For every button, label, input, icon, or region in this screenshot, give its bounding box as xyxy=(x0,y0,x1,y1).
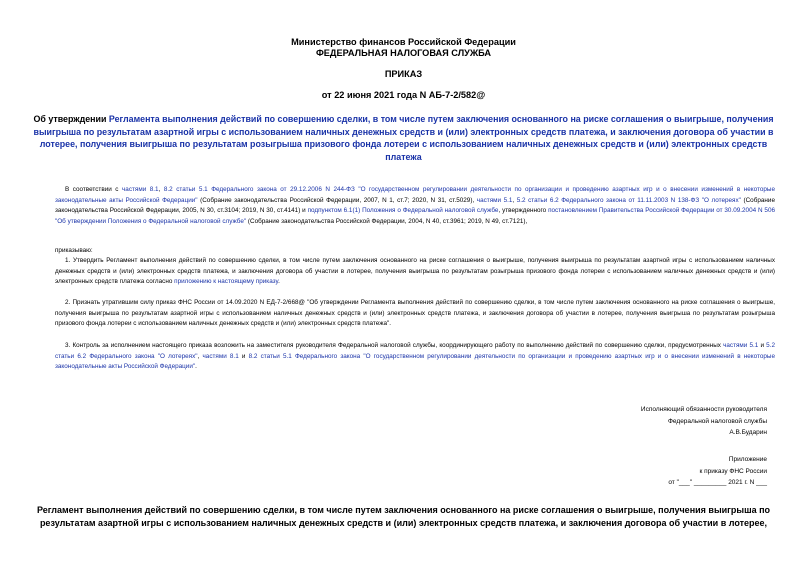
item-2: 2. Признать утратившим силу приказ ФНС России от 14.09.2020 N ЕД-7-2/668@ "Об утверждении Регламента выполнения действий по совершению сделки, в том числе путем заключения основанного на риске соглашения о выигрыше, получения выигрыша по результатам азартной игры с использованием наличных денежных средств и (или) электронных средств платежа, и заключения договора об участии в лотерее, получения выигрыша по результатам розыгрыша призового фонда лотереи с использованием наличных денежных средств и (или) электронных средств платежа". xyxy=(55,299,775,328)
order-word: ПРИКАЗ xyxy=(384,69,423,79)
title-prefix: Об утверждении xyxy=(33,114,109,124)
item-1-text: 1. Утвердить Регламент выполнения действий по совершению сделки, в том числе путем заключения основанного на риске соглашения о выигрыше, получения выигрыша по результатам азартной игры с использованием наличных денежных средств и (или) электронных средств платежа, и заключения договора об участии в лотерее, получения выигрыша по результатам розыгрыша призового фонда лотереи с использованием наличных денежных средств и (или) электронных средств платежа согласно xyxy=(55,257,775,286)
signature-line-1: Исполняющий обязанности руководителя xyxy=(640,406,767,413)
regulation-title: Регламент выполнения действий по совершению сделки, в том числе путем заключения основанного на риске соглашения о выигрыше, получения выигрыша по результатам азартной игры с использованием наличных денежных средств и (или) электронных средств платежа, и заключения договора об участии в лотерее, xyxy=(36,505,771,528)
item-1 xyxy=(55,256,775,288)
appendix-block xyxy=(668,454,767,489)
preamble-link-2[interactable]: 8.2 статьи 5.1 Федерального закона от 29.12.2006 N 244-ФЗ "О государственном регулировании деятельности по организации и проведению азартных игр и о внесении изменений в некоторые законодательные акты Российской Федерации" xyxy=(55,186,776,204)
signature-block xyxy=(641,404,767,439)
item-3-text-1: 3. Контроль за исполнением настоящего приказа возложить на заместителя руководителя Федеральной налоговой службы, координирующего работу по выполнению действий по совершению сделки, предусмотренных xyxy=(65,342,724,349)
item-3-link-1[interactable]: частями 5.1 xyxy=(723,342,759,349)
preamble-link-1[interactable]: частями 8.1 xyxy=(122,186,159,193)
appendix-line-2: к приказу ФНС России xyxy=(699,467,767,475)
preamble-link-4[interactable]: 5.2 статьи 6.2 Федерального закона от 11.11.2003 N 138-ФЗ "О лотереях" xyxy=(516,196,741,204)
preamble-text-3: (Собрание законодательства Российской Федерации, 2007, N 1, ст.7; 2020, N 31, ст.5029), xyxy=(197,196,477,204)
signature-line-3: А.В.Бударин xyxy=(729,429,767,436)
service-name: ФЕДЕРАЛЬНАЯ НАЛОГОВАЯ СЛУЖБА xyxy=(315,48,492,58)
appendix-line-1: Приложение xyxy=(728,456,767,463)
signature-line-2: Федеральной налоговой службы xyxy=(667,417,767,425)
preamble-text-7: (Собрание законодательства Российской Федерации, 2004, N 40, ст.3961; 2019, N 49, ст.7121), xyxy=(246,218,528,226)
preamble-text-1: В соответствии с xyxy=(65,186,122,193)
item-1-end: . xyxy=(278,278,280,286)
item-3 xyxy=(55,341,775,373)
preamble-text-5: (Собрание законодательства Российской Федерации, 2005, N 30, ст.3104; 2019, N 30, ст.4141) и xyxy=(55,196,775,215)
preamble-link-3[interactable]: частями 5.1 xyxy=(476,196,513,204)
item-3-link-3[interactable]: частями 8.1 xyxy=(202,352,239,360)
order-intro: приказываю: xyxy=(55,247,93,254)
item-3-link-2[interactable]: 5.2 статьи 6.2 Федерального закона "О лотереях" xyxy=(55,342,775,360)
preamble-paragraph xyxy=(55,185,775,228)
order-title xyxy=(30,113,777,163)
item-1-appendix-link[interactable]: приложению к настоящему приказу xyxy=(174,278,279,286)
preamble-text-2: , xyxy=(158,186,164,193)
preamble-link-5[interactable]: подпунктом 6.1(1) Положения о Федеральной налоговой службе xyxy=(307,207,499,215)
appendix-line-3: от "___" _________ 2021 г. N ___ xyxy=(668,479,767,486)
preamble-text-6: , утвержденного xyxy=(498,207,549,215)
ministry-name: Министерство финансов Российской Федерации xyxy=(291,37,516,47)
preamble-link-6[interactable]: постановлением Правительства Российской Федерации от 30.09.2004 N 506 "Об утверждении Положения о Федеральной налоговой службе" xyxy=(55,207,776,226)
title-link[interactable]: Регламента выполнения действий по совершению сделки, в том числе путем заключения основанного на риске соглашения о выигрыше, получения выигрыша по результатам азартной игры с использованием наличных денежных средств и (или) электронных средств платежа, и заключения договора об участии в лотерее, получения выигрыша по результатам розыгрыша призового фонда лотереи с использованием наличных денежных средств и (или) электронных средств платежа xyxy=(33,114,774,162)
item-3-text-2: и xyxy=(758,342,767,349)
item-3-end: . xyxy=(195,363,197,371)
preamble-text-4: , xyxy=(512,196,517,204)
item-3-text-3: , xyxy=(197,352,203,360)
item-3-text-4: и xyxy=(238,352,249,360)
item-3-link-4[interactable]: 8.2 статьи 5.1 Федерального закона "О государственном регулировании деятельности по организации и проведению азартных игр и о внесении изменений в некоторые законодательные акты Российской Федерации" xyxy=(55,352,775,371)
order-date: от 22 июня 2021 года N АБ-7-2/582@ xyxy=(321,90,486,100)
